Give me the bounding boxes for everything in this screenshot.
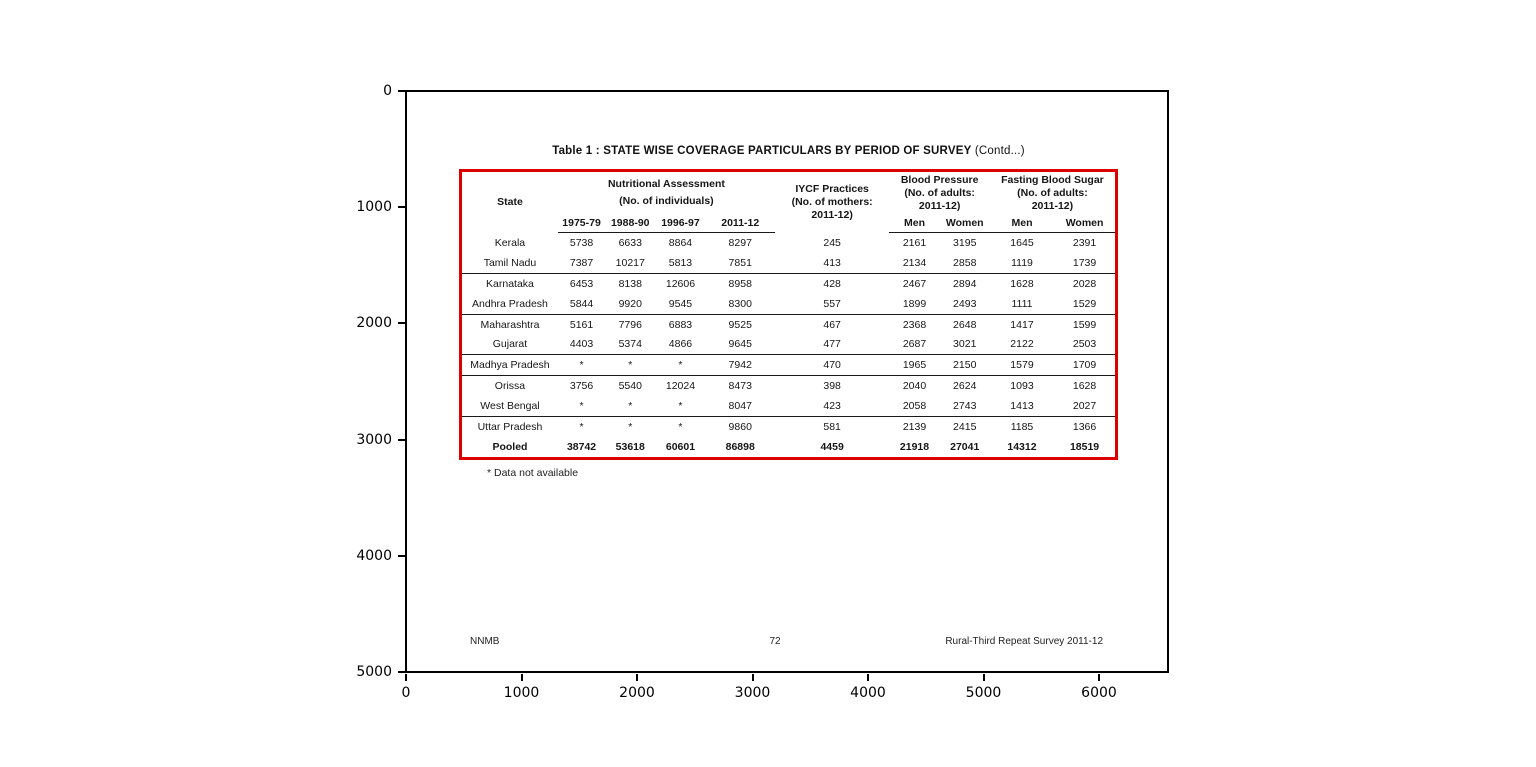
value-cell: 5738 [569, 236, 594, 249]
value-cell: 8300 [706, 294, 775, 314]
x-tick-mark [867, 674, 869, 681]
state-cell: West Bengal [461, 396, 558, 416]
state-cell: Pooled [492, 440, 528, 453]
footer-page-number: 72 [769, 636, 781, 647]
value-cell: 3195 [953, 236, 977, 249]
y-tick-label: 5000 [356, 664, 392, 680]
value-cell: 470 [775, 355, 890, 376]
value-cell: 2391 [1072, 236, 1097, 249]
col-header-state: State [497, 196, 523, 209]
value-cell: * [678, 420, 683, 433]
value-cell: 1093 [1010, 380, 1034, 393]
value-cell: 1628 [1072, 380, 1097, 393]
value-cell: 1579 [990, 355, 1054, 376]
table-row [461, 334, 1117, 354]
x-tick-mark [405, 674, 407, 681]
value-cell: 1529 [1054, 294, 1116, 314]
fbs-header-line3: 2011-12) [1031, 199, 1074, 212]
col-header-2011-12: 2011-12 [706, 215, 775, 233]
value-cell: 53618 [615, 440, 645, 453]
table-body [461, 233, 1117, 459]
col-header-iycf [775, 171, 890, 233]
value-cell: 4866 [655, 334, 705, 354]
value-cell: 6633 [618, 236, 642, 249]
table-row [461, 376, 1117, 396]
state-cell: Gujarat [461, 334, 558, 354]
value-cell: 1413 [990, 396, 1054, 416]
state-cell: Andhra Pradesh [461, 294, 558, 314]
table-row [461, 273, 1117, 293]
value-cell: 1628 [1010, 277, 1034, 290]
value-cell: 5844 [558, 294, 605, 314]
na-header-line1: Nutritional Assessment [607, 178, 725, 191]
y-tick-label: 2000 [356, 315, 392, 332]
value-cell: 12024 [665, 380, 696, 393]
value-cell: 8864 [668, 236, 693, 249]
value-cell: 8473 [728, 380, 752, 393]
value-cell: 10217 [605, 253, 655, 273]
value-cell: 8047 [706, 396, 775, 416]
value-cell: 2027 [1054, 396, 1116, 416]
value-cell: 2134 [889, 253, 939, 273]
value-cell: 21918 [899, 440, 930, 453]
y-tick-label: 1000 [356, 199, 392, 216]
value-cell: * [579, 420, 584, 433]
col-header-fbs-men: Men [990, 215, 1054, 233]
value-cell: 2858 [940, 253, 990, 273]
value-cell: 5161 [569, 318, 594, 331]
col-header-fasting-blood-sugar [990, 171, 1117, 215]
value-cell: 2161 [902, 236, 927, 249]
value-cell: * [558, 355, 605, 376]
value-cell: 2150 [940, 355, 990, 376]
y-tick-mark [398, 322, 405, 324]
col-header-1988-90: 1988-90 [605, 215, 655, 233]
table-row [461, 417, 1117, 437]
value-cell: * [605, 355, 655, 376]
value-cell: 398 [823, 380, 841, 393]
value-cell: 4403 [558, 334, 605, 354]
value-cell: 428 [823, 277, 841, 290]
value-cell: 5374 [605, 334, 655, 354]
value-cell: 6883 [668, 318, 693, 331]
value-cell: 9645 [706, 334, 775, 354]
value-cell: 14312 [1007, 440, 1037, 453]
value-cell: 1366 [1072, 420, 1097, 433]
value-cell: 3021 [940, 334, 990, 354]
bp-header-line3: 2011-12) [918, 199, 961, 212]
value-cell: * [655, 355, 705, 376]
value-cell: 3756 [569, 380, 594, 393]
y-tick-label: 4000 [356, 547, 392, 564]
value-cell: 2139 [902, 420, 927, 433]
value-cell: 7851 [706, 253, 775, 273]
table-title-main: Table 1 : STATE WISE COVERAGE PARTICULARS BY PERIOD OF SURVEY [552, 145, 972, 157]
col-header-1996-97: 1996-97 [655, 215, 705, 233]
state-cell: Kerala [494, 236, 526, 249]
iycf-header-line1: IYCF Practices [795, 182, 869, 195]
x-tick-label: 1000 [503, 685, 540, 701]
state-cell: Uttar Pradesh [477, 420, 543, 433]
data-not-available-footnote: * Data not available [487, 467, 579, 479]
table-row [461, 437, 1117, 458]
table-row [461, 355, 1117, 376]
value-cell: 477 [775, 334, 890, 354]
value-cell: 8138 [618, 277, 642, 290]
bp-header-line2: (No. of adults: [904, 186, 975, 199]
value-cell: 5540 [618, 380, 642, 393]
value-cell: 467 [823, 318, 841, 331]
value-cell: 6453 [569, 277, 594, 290]
state-cell: Tamil Nadu [461, 253, 558, 273]
fbs-header-line1: Fasting Blood Sugar [1001, 173, 1104, 186]
value-cell: 1739 [1054, 253, 1116, 273]
value-cell: 1417 [1010, 318, 1034, 331]
table-row [461, 314, 1117, 334]
col-header-nutritional-assessment [558, 171, 775, 215]
y-tick-mark [398, 671, 405, 673]
table-row [461, 253, 1117, 273]
table-title-suffix: (Contd...) [971, 145, 1025, 157]
x-tick-mark [752, 674, 754, 681]
value-cell: 9545 [655, 294, 705, 314]
value-cell: 7942 [706, 355, 775, 376]
value-cell: 38742 [566, 440, 597, 453]
value-cell: * [605, 396, 655, 416]
value-cell: 1119 [990, 253, 1054, 273]
value-cell: 7387 [558, 253, 605, 273]
value-cell: 2743 [940, 396, 990, 416]
x-tick-label: 3000 [734, 685, 771, 701]
value-cell: 557 [775, 294, 890, 314]
value-cell: 2058 [889, 396, 939, 416]
value-cell: 413 [775, 253, 890, 273]
y-tick-label: 3000 [356, 431, 392, 448]
value-cell: 9920 [605, 294, 655, 314]
value-cell: * [558, 396, 605, 416]
state-cell: Madhya Pradesh [461, 355, 558, 376]
value-cell: 9525 [728, 318, 752, 331]
y-tick-mark [398, 439, 405, 441]
value-cell: 18519 [1069, 440, 1100, 453]
value-cell: 86898 [725, 440, 755, 453]
table-title [459, 145, 1118, 157]
value-cell: 2687 [889, 334, 939, 354]
y-tick-label: 0 [383, 83, 392, 99]
value-cell: 1185 [1010, 420, 1034, 433]
col-header-blood-pressure [889, 171, 989, 215]
value-cell: 4459 [820, 440, 844, 453]
footer-survey-name: Rural-Third Repeat Survey 2011-12 [945, 636, 1103, 647]
iycf-header-line3: 2011-12) [811, 208, 853, 221]
value-cell: 9860 [728, 420, 752, 433]
value-cell: * [628, 420, 633, 433]
x-tick-mark [1098, 674, 1100, 681]
value-cell: 1709 [1054, 355, 1116, 376]
x-tick-label: 2000 [619, 685, 655, 701]
x-tick-mark [521, 674, 523, 681]
value-cell: 2894 [953, 277, 977, 290]
value-cell: 12606 [665, 277, 696, 290]
value-cell: 2415 [953, 420, 977, 433]
table-row [461, 396, 1117, 416]
value-cell: 1899 [889, 294, 939, 314]
coverage-table [459, 169, 1118, 460]
bp-header-line1: Blood Pressure [900, 173, 979, 186]
value-cell: 2028 [1072, 277, 1097, 290]
value-cell: 245 [823, 236, 841, 249]
state-cell: Maharashtra [480, 318, 540, 331]
value-cell: 2493 [940, 294, 990, 314]
x-tick-mark [636, 674, 638, 681]
value-cell: 423 [775, 396, 890, 416]
iycf-header-line2: (No. of mothers: [791, 195, 873, 208]
col-header-bp-men: Men [889, 215, 939, 233]
x-tick-label: 4000 [850, 685, 886, 701]
value-cell: 1965 [889, 355, 939, 376]
col-header-bp-women: Women [940, 215, 990, 233]
value-cell: 2368 [902, 318, 927, 331]
value-cell: 7796 [618, 318, 642, 331]
table-row [461, 233, 1117, 253]
value-cell: 8958 [728, 277, 752, 290]
value-cell: 1111 [990, 294, 1054, 314]
value-cell: * [655, 396, 705, 416]
na-header-line2: (No. of individuals) [619, 195, 714, 208]
value-cell: 581 [823, 420, 841, 433]
x-tick-label: 5000 [965, 685, 1002, 701]
value-cell: 8297 [728, 236, 752, 249]
x-tick-label: 6000 [1081, 685, 1117, 701]
value-cell: 1645 [1010, 236, 1034, 249]
y-tick-mark [398, 90, 405, 92]
fbs-header-line2: (No. of adults: [1017, 186, 1088, 199]
value-cell: 2624 [953, 380, 977, 393]
state-cell: Orissa [494, 380, 526, 393]
value-cell: 2040 [902, 380, 927, 393]
value-cell: 2122 [990, 334, 1054, 354]
value-cell: 5813 [655, 253, 705, 273]
y-tick-mark [398, 206, 405, 208]
value-cell: 60601 [665, 440, 696, 453]
col-header-1975-79: 1975-79 [558, 215, 605, 233]
footer-organization: NNMB [470, 636, 500, 647]
value-cell: 2648 [953, 318, 977, 331]
col-header-fbs-women: Women [1054, 215, 1116, 233]
x-tick-mark [983, 674, 985, 681]
x-tick-label: 0 [401, 685, 411, 701]
value-cell: 1599 [1072, 318, 1097, 331]
table-row [461, 294, 1117, 314]
y-tick-mark [398, 555, 405, 557]
state-cell: Karnataka [486, 277, 534, 290]
value-cell: 27041 [950, 440, 980, 453]
value-cell: 2503 [1054, 334, 1116, 354]
value-cell: 2467 [902, 277, 927, 290]
